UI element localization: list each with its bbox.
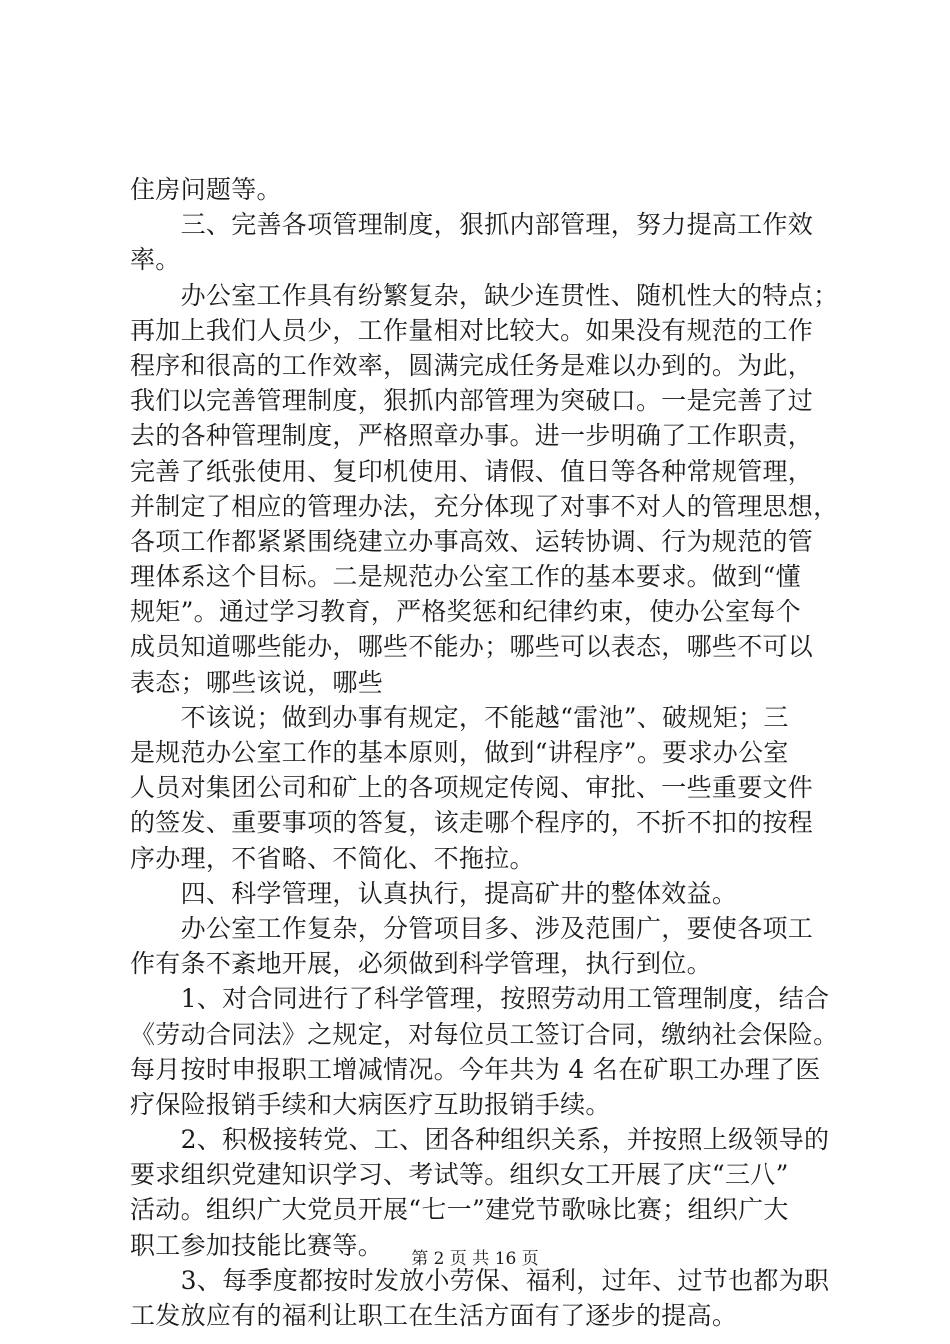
text-line: 疗保险报销手续和大病医疗互助报销手续。 (130, 1089, 611, 1119)
text-line: 再加上我们人员少，工作量相对比较大。如果没有规范的工作 (130, 315, 814, 345)
text-line: 1、对合同进行了科学管理，按照劳动用工管理制度，结合 (130, 984, 830, 1014)
text-line: 去的各种管理制度，严格照章办事。进一步明确了工作职责， (130, 421, 814, 451)
text-line: 程序和很高的工作效率，圆满完成任务是难以办到的。为此， (130, 350, 814, 380)
text-line: 四、科学管理，认真执行，提高矿井的整体效益。 (130, 878, 738, 908)
text-line: 并制定了相应的管理办法，充分体现了对事不对人的管理思想， (130, 491, 839, 521)
text-line: 《劳动合同法》之规定，对每位员工签订合同，缴纳社会保险。 (130, 1019, 839, 1049)
text-line: 每月按时申报职工增减情况。今年共为 4 名在矿职工办理了医 (130, 1054, 821, 1084)
text-line: 职工参加技能比赛等。 (130, 1230, 384, 1260)
text-line: 率。 (130, 245, 181, 275)
text-line: 完善了纸张使用、复印机使用、请假、值日等各种常规管理， (130, 456, 814, 486)
text-line: 表态；哪些该说，哪些 (130, 667, 384, 697)
text-line: 人员对集团公司和矿上的各项规定传阅、审批、一些重要文件 (130, 773, 814, 803)
text-line: 2、积极接转党、工、团各种组织关系，并按照上级领导的 (130, 1125, 830, 1155)
text-line: 我们以完善管理制度，狠抓内部管理为突破口。一是完善了过 (130, 386, 814, 416)
text-line: 成员知道哪些能办，哪些不能办；哪些可以表态，哪些不可以 (130, 632, 814, 662)
text-line: 理体系这个目标。二是规范办公室工作的基本要求。做到“懂 (130, 562, 801, 592)
text-line: 三、完善各项管理制度，狠抓内部管理，努力提高工作效 (130, 210, 814, 240)
text-line: 不该说；做到办事有规定，不能越“雷池”、破规矩；三 (130, 702, 789, 732)
page-number-footer: 第 2 页 共 16 页 (411, 1249, 539, 1269)
text-line: 要求组织党建知识学习、考试等。组织女工开展了庆“三八” (130, 1160, 789, 1190)
text-line: 的签发、重要事项的答复，该走哪个程序的，不折不扣的按程 (130, 808, 814, 838)
text-line: 3、每季度都按时发放小劳保、福利，过年、过节也都为职 (130, 1265, 830, 1295)
text-line: 活动。组织广大党员开展“七一”建党节歌咏比赛；组织广大 (130, 1195, 789, 1225)
text-line: 办公室工作具有纷繁复杂，缺少连贯性、随机性大的特点； (130, 280, 839, 310)
text-line: 住房问题等。 (130, 175, 282, 204)
text-line: 作有条不紊地开展，必须做到科学管理，执行到位。 (130, 949, 712, 979)
text-line: 办公室工作复杂，分管项目多、涉及范围广，要使各项工 (130, 913, 814, 943)
text-line: 工发放应有的福利让职工在生活方面有了逐步的提高。 (130, 1301, 738, 1330)
text-line: 规矩”。通过学习教育，严格奖惩和纪律约束，使办公室每个 (130, 597, 801, 627)
body-text (130, 172, 839, 1333)
text-line: 各项工作都紧紧围绕建立办事高效、运转协调、行为规范的管 (130, 526, 814, 556)
text-line: 是规范办公室工作的基本原则，做到“讲程序”。要求办公室 (130, 738, 789, 767)
text-line: 序办理，不省略、不简化、不拖拉。 (130, 843, 535, 873)
